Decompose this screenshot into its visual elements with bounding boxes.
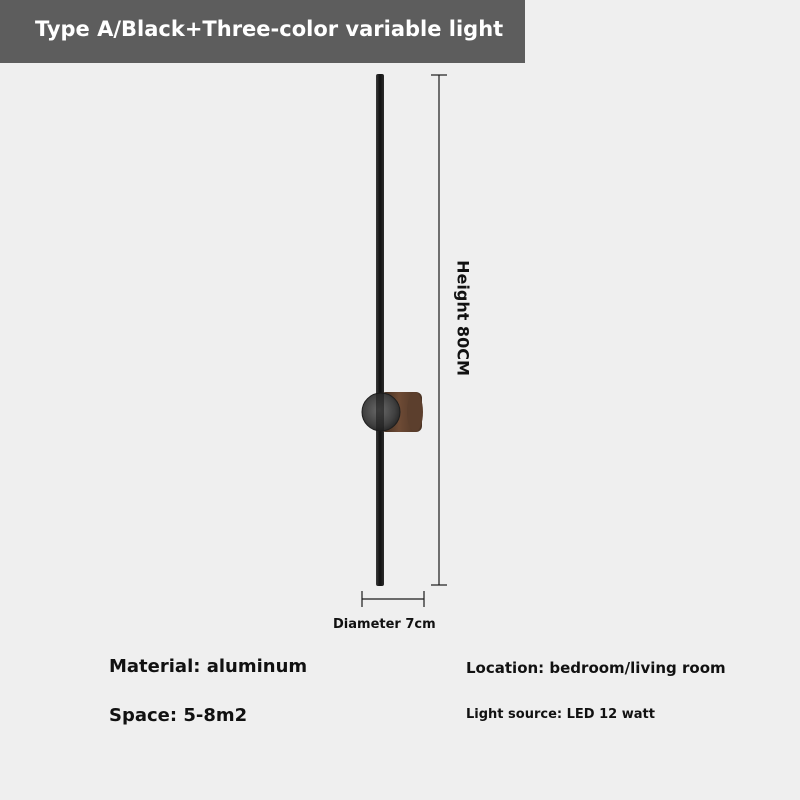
location-spec: Location: bedroom/living room	[466, 659, 726, 677]
lamp-rod	[376, 74, 384, 586]
height-dimension-line	[431, 75, 447, 585]
light-source-spec: Light source: LED 12 watt	[466, 707, 655, 722]
height-label: Height 80CM	[453, 260, 473, 376]
lamp-mount	[362, 392, 423, 432]
product-title: Type A/Black+Three-color variable light	[35, 17, 504, 41]
diameter-dimension-line	[362, 591, 424, 607]
material-spec: Material: aluminum	[109, 656, 308, 677]
space-spec: Space: 5-8m2	[109, 705, 248, 726]
diameter-label: Diameter 7cm	[333, 617, 436, 632]
